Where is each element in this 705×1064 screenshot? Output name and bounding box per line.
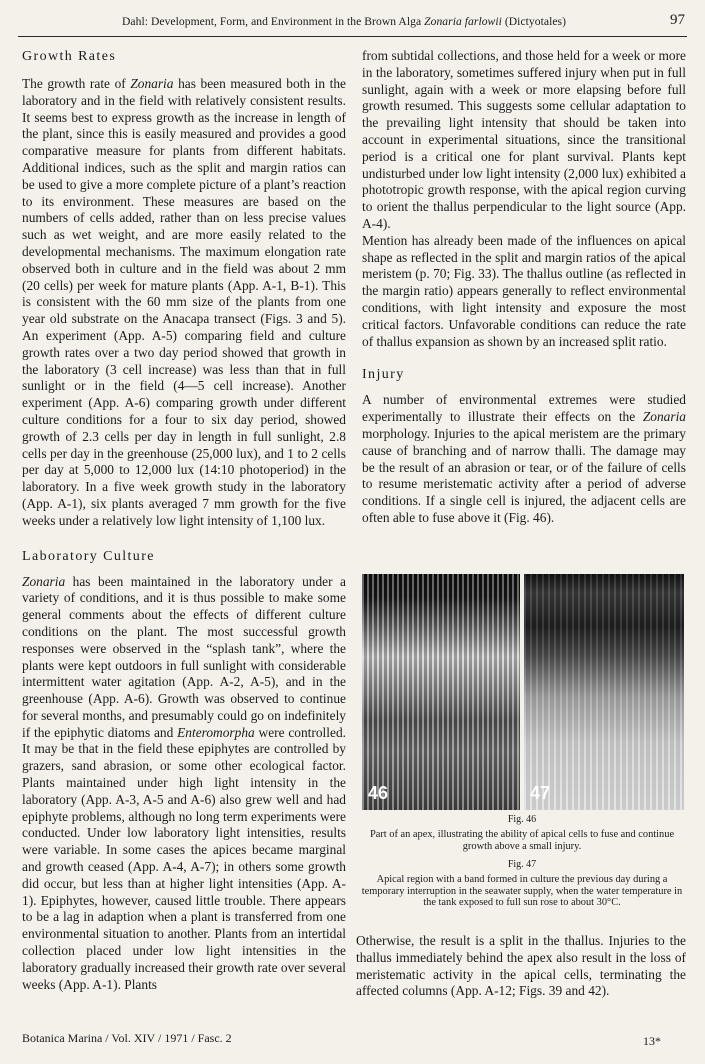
page-number: 97 <box>670 12 685 28</box>
continued-paragraph: from subtidal collections, and those held for a week or more in the laboratory, sometimes suffered injury when put in full sunlight, again with a week or more elapsing before full growth resumed. This suggests some cellular adaptation to the prevailing light intensity that should be taken into account in experimental situations, since the transitional period is a critical one for plant survival. Plants kept undisturbed under low light intensity (2,000 lux) exhibited a phototropic growth response, with the apical region curving to orient the thallus perpendicular to the light source (App. A-4). <box>362 48 686 231</box>
growth-rates-paragraph <box>22 76 346 530</box>
journal-footer: Botanica Marina / Vol. XIV / 1971 / Fasc. 2 <box>22 1031 232 1045</box>
italic-run: Zonaria <box>22 573 66 589</box>
signature-mark: 13* <box>643 1034 661 1048</box>
running-header <box>18 10 687 37</box>
running-head-order: (Dictyotales) <box>501 15 567 28</box>
running-head <box>122 15 566 28</box>
right-column <box>362 48 686 527</box>
fig-47-caption-block <box>356 859 688 909</box>
right-column-bottom <box>356 933 686 1000</box>
split-paragraph: Otherwise, the result is a split in the thallus. Injuries to the thallus immediately behind the apex also result in the loss of meristematic activity in the apical cells, terminating the affected columns (App. A-12; Figs. 39 and 42). <box>356 933 686 999</box>
fig-46-caption-block <box>356 814 688 852</box>
fig-47-number: 47 <box>530 783 551 803</box>
laboratory-culture-paragraph <box>22 574 346 994</box>
laboratory-culture-heading: Laboratory Culture <box>22 548 155 564</box>
micrograph-fig-47 <box>524 574 684 810</box>
injury-paragraph <box>362 392 686 526</box>
fig-47-caption: Apical region with a band formed in culture the previous day during a temporary interruption in the seawater supply, when the water temperature in the tank exposed to full sun rose to about 30°C. <box>361 874 683 909</box>
text-run: were controlled. It may be that in the field these epiphytes are controlled by grazers, sand abrasion, or some other ecological factor. Plants maintained under high light intensity in the laboratory (App. A-3, A-5 and A-6) also grew well and had epiphyte problems, although no long term experiments were conducted. Under low laboratory light intensities, results were variable. In some cases the apices became marginal and growth ceased (App. A-4, A-7); in others some growth did occur, but less than at higher light intensities (App. A-1). Epiphytes, however, caused little trouble. There appears to be a lag in adaption when a plant is transferred from one environmental situation to another. Plants from an intertidal collection placed under low light intensities in the laboratory gradually increased their growth rate over several weeks (App. A-1). Plants <box>22 724 346 992</box>
fig-46-number: 46 <box>368 783 389 803</box>
apical-shape-paragraph: Mention has already been made of the influences on apical shape as reflected in the split and margin ratios of the apical meristem (p. 70; Fig. 33). The thallus outline (as reflected in the margin ratio) appears generally to reflect environmental conditions, with light intensity and exposure the most critical factors. Unfavorable conditions can reduce the rate of thallus expansion as shown by an increased split ratio. <box>362 232 686 349</box>
italic-run: Zonaria <box>642 409 686 425</box>
text-run: A number of environmental extremes were studied experimentally to illustrate their effects on the <box>362 392 686 425</box>
text-run: The growth rate of <box>22 76 131 91</box>
running-head-text: Dahl: Development, Form, and Environment in the Brown Alga <box>122 15 425 28</box>
fig-46-caption: Part of an apex, illustrating the ability of apical cells to fuse and continue growth above a small injury. <box>369 829 675 852</box>
text-run: morphology. Injuries to the apical meristem are the primary cause of branching and of narrow thalli. The damage may be the result of an abrasion or tear, or of the failure of cells to resume meristematic activity after a period of adverse conditions. If a single cell is injured, the adjacent cells are often able to fuse above it (Fig. 46). <box>362 425 686 525</box>
italic-run: Enteromorpha <box>177 724 255 740</box>
figure-plate <box>362 574 684 810</box>
fig-47-label: Fig. 47 <box>507 859 537 870</box>
text-run: has been measured both in the laboratory and in the field with relatively consistent results. It seems best to express growth as the increase in length of the plant, since this is easily measured and provides a good comparative measure for plants from different habitats. Additional indices, such as the split and margin ratios can be used to give a more complete picture of a plant’s reaction to its environment. These measures are based on the numbers of cells added, rather than on less precise values such as wet weight, and are more easily related to the developmental mechanisms. The maximum elongation rate observed both in culture and in the field was about 2 mm (20 cells) per week for mature plants (App. A-1, B-1). This is consistent with the 60 mm size of the plants from one year old substrate on the Anacapa transect (Figs. 3 and 5). An experiment (App. A-5) comparing field and culture growth rates over a two day period showed that growth in the laboratory (3 cell increase) was less than that in full sunlight or in the field (4—5 cell increase). Another experiment (App. A-6) comparing growth under different culture conditions for a four to six day period, showed growth of 2.3 cells per day in length in full sunlight, 2.8 cells per day in the greenhouse (25,000 lux), and 1 to 2 cells per day at 5,000 to 12,000 lux (14:10 photoperiod) in the laboratory. In a five week growth study in the laboratory (App. A-1), six plants averaged 7 mm growth for the five weeks under a relatively low light intensity of 1,100 lux. <box>22 76 346 528</box>
left-column <box>22 48 346 993</box>
text-run: has been maintained in the laboratory under a variety of conditions, and it is thus possible to make some general comments about the effects of different culture conditions on the plant. The most successful growth responses were observed in the “splash tank”, where the plants were kept outdoors in full sunlight with considerable intermittent water agitation (App. A-2, A-5), and in the greenhouse (App. A-6). Growth was observed to continue for several months, and presumably could go on indefinitely if the epiphytic diatoms and <box>22 573 346 740</box>
italic-run: Zonaria <box>130 76 174 91</box>
fig-46-label: Fig. 46 <box>507 814 537 825</box>
growth-rates-heading: Growth Rates <box>22 49 117 64</box>
injury-heading: Injury <box>362 367 405 383</box>
running-head-species: Zonaria farlowii <box>424 15 502 28</box>
micrograph-fig-46 <box>362 574 520 810</box>
